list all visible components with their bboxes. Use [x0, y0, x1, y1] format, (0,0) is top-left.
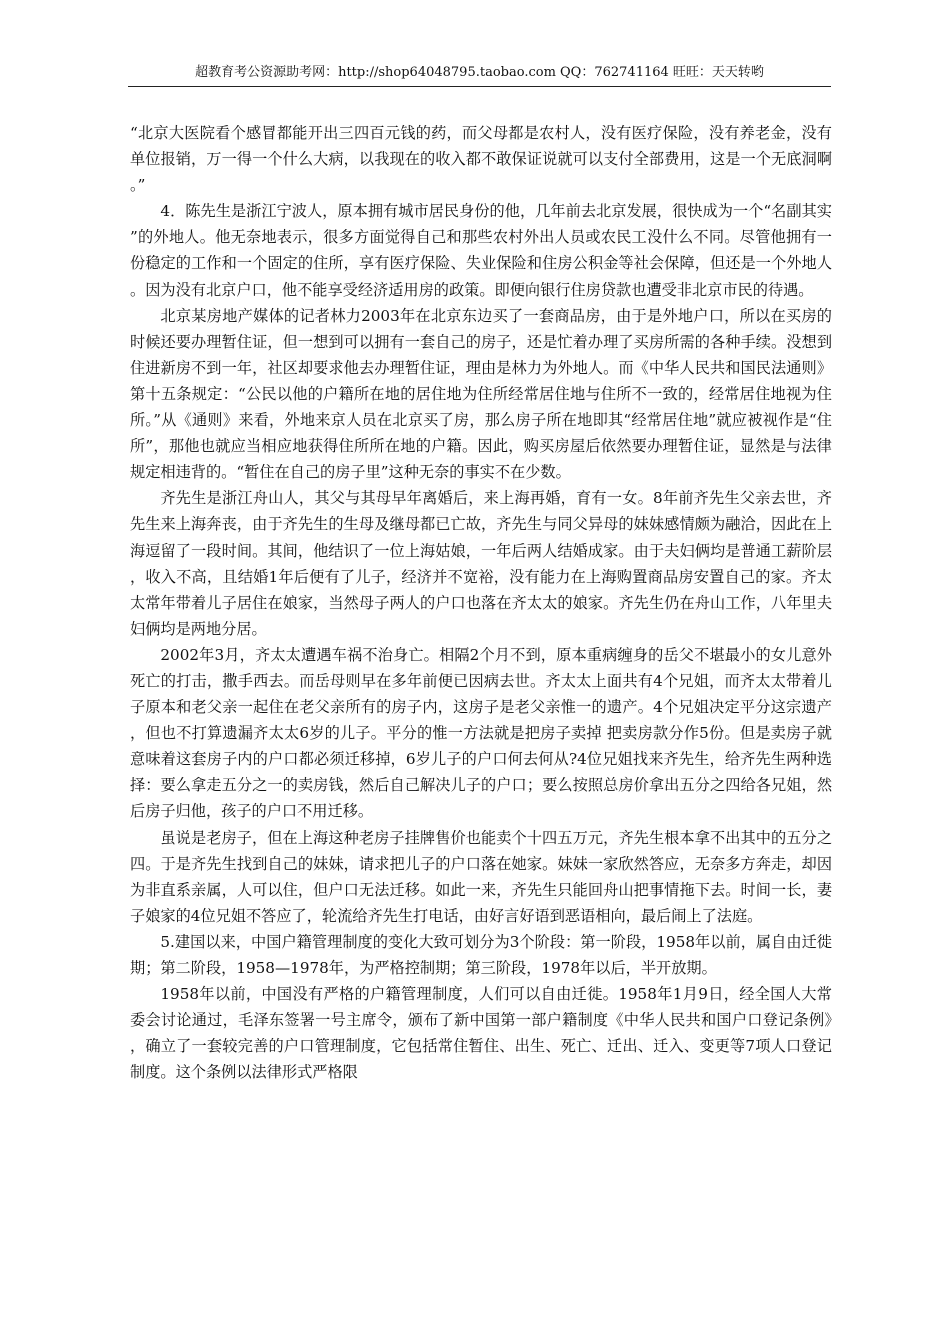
- header-divider: [128, 86, 831, 87]
- paragraph-qi-2002: 2002年3月，齐太太遭遇车祸不治身亡。相隔2个月不到，原本重病缠身的岳父不堪最小的女儿意外死亡的打击，撒手西去。而岳母则早在多年前便已因病去世。齐太太上面共有4个兄姐，而齐太太带着儿子原本和老父亲一起住在老父亲所有的房子内，这房子是老父亲惟一的遗产。4个兄姐决定平分这宗遗产，但也不打算遗漏齐太太6岁的儿子。平分的惟一方法就是把房子卖掉 把卖房款分作5份。但是卖房子就意味着这套房子内的户口都必须迁移掉，6岁儿子的户口何去何从?4位兄姐找来齐先生，给齐先生两种选择：要么拿走五分之一的卖房钱，然后自己解决儿子的户口；要么按照总房价拿出五分之四给各兄姐，然后房子归他，孩子的户口不用迁移。: [130, 645, 832, 821]
- paragraph-1958: 1958年以前，中国没有严格的户籍管理制度，人们可以自由迁徙。1958年1月9日，经全国人大常委会讨论通过，毛泽东签署一号主席令，颁布了新中国第一部户籍制度《中华人民共和国户口登记条例》，确立了一套较完善的户口管理制度，它包括常住暂住、出生、死亡、迁出、迁入、变更等7项人口登记制度。这个条例以法律形式严格限: [130, 985, 832, 1082]
- paragraph-qi-court: 虽说是老房子，但在上海这种老房子挂牌售价也能卖个十四五万元，齐先生根本拿不出其中的五分之四。于是齐先生找到自己的妹妹，请求把儿子的户口落在她家。妹妹一家欣然答应，无奈多方奔走，却因为非直系亲属，人可以住，但户口无法迁移。如此一来，齐先生只能回舟山把事情拖下去。时间一长，妻子娘家的4位兄姐不答应了，轮流给齐先生打电话，由好言好语到恶语相向，最后闹上了法庭。: [130, 828, 832, 925]
- document-body: [130, 120, 832, 1085]
- paragraph-qi-background: 齐先生是浙江舟山人，其父与其母早年离婚后，来上海再婚，育有一女。8年前齐先生父亲去世，齐先生来上海奔丧，由于齐先生的生母及继母都已亡故，齐先生与同父异母的妹妹感情颇为融洽，因此在上海逗留了一段时间。其间，他结识了一位上海姑娘，一年后两人结婚成家。由于夫妇俩均是普通工薪阶层，收入不高，且结婚1年后便有了儿子，经济并不宽裕，没有能力在上海购置商品房安置自己的家。齐太太常年带着儿子居住在娘家，当然母子两人的户口也落在齐太太的娘家。齐先生仍在舟山工作，八年里夫妇俩均是两地分居。: [130, 489, 832, 638]
- paragraph-case-4-chen: 4．陈先生是浙江宁波人，原本拥有城市居民身份的他，几年前去北京发展，很快成为一个“名副其实”的外地人。他无奈地表示，很多方面觉得自己和那些农村外出人员或农民工没什么不同。尽管他拥有一份稳定的工作和一个固定的住所，享有医疗保险、失业保险和住房公积金等社会保障，但还是一个外地人。因为没有北京户口，他不能享受经济适用房的政策。即便向银行住房贷款也遭受非北京市民的待遇。: [130, 202, 832, 299]
- paragraph-case-5-stages: 5.建国以来，中国户籍管理制度的变化大致可划分为3个阶段：第一阶段，1958年以前，属自由迁徙期；第二阶段，1958—1978年，为严格控制期；第三阶段，1978年以后，半开放期。: [130, 932, 832, 977]
- paragraph-linli: 北京某房地产媒体的记者林力2003年在北京东边买了一套商品房，由于是外地户口，所以在买房的时候还要办理暂住证，但一想到可以拥有一套自己的房子，还是忙着办理了买房所需的各种手续。没想到住进新房不到一年，社区却要求他去办理暂住证，理由是林力为外地人。而《中华人民共和国民法通则》第十五条规定：“公民以他的户籍所在地的居住地为住所经常居住地与住所不一致的，经常居住地视为住所。”从《通则》来看，外地来京人员在北京买了房，那么房子所在地即其“经常居住地”就应被视作是“住所”，那他也就应当相应地获得住所所在地的户籍。因此，购买房屋后依然要办理暂住证，显然是与法律规定相违背的。“暂住在自己的房子里”这种无奈的事实不在少数。: [130, 306, 832, 482]
- paragraph-quote-continuation: “北京大医院看个感冒都能开出三四百元钱的药，而父母都是农村人，没有医疗保险，没有养老金，没有单位报销，万一得一个什么大病，以我现在的收入都不敢保证说就可以支付全部费用，这是一个无底洞啊。”: [130, 124, 832, 195]
- page-header: 超教育考公资源助考网：http://shop64048795.taobao.com QQ：762741164 旺旺：天天转哟: [195, 65, 764, 80]
